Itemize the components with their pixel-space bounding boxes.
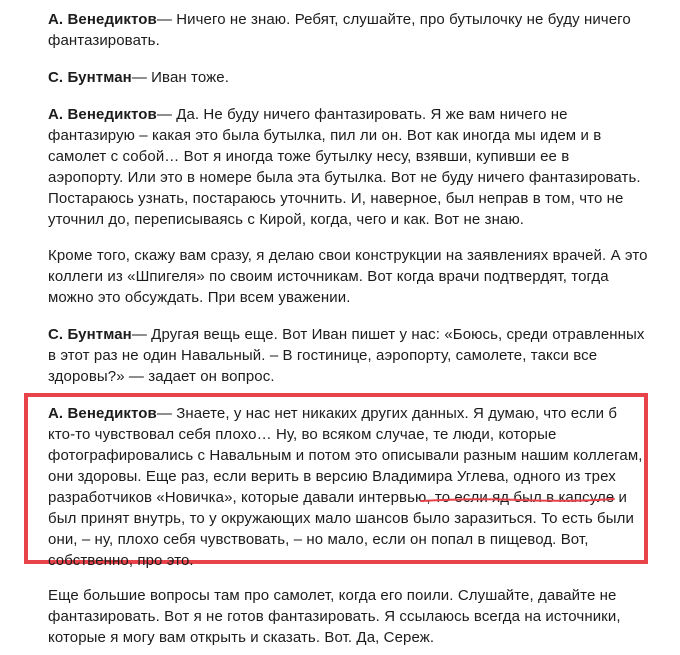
paragraph-text: — Знаете, у нас нет никаких других данных. Я думаю, что если б кто-то чувствовал себя плохо… Ну, во всяком случае, те люди, которые фотографировались с Навальным и потом это описывали разным нашим коллегам, они здоровы. Еще раз, если верить в версию Владимира Углева, одного из трех разработчиков «Новичка», которые давали интервью, то если яд был в капсуле и был принят внутрь, то у окружающих мало шансов было заразиться. То есть были они, – ну, плохо себя чувствовать, – но мало, если он попал в пищевод. Вот, собственно, про это. — [48, 405, 643, 569]
red-underline-mark — [420, 497, 615, 503]
paragraph-continuation-1 — [48, 245, 648, 308]
paragraph-venediktov-1 — [48, 9, 648, 51]
paragraph-text: — Другая вещь еще. Вот Иван пишет у нас: «Боюсь, среди отравленных в этот раз не один Навальный. – В гостинице, аэропорту, самолете, такси все здоровы?» — задает он вопрос. — [48, 326, 645, 385]
paragraph-text: — Ничего не знаю. Ребят, слушайте, про бутылочку не буду ничего фантазировать. — [48, 11, 631, 49]
paragraph-continuation-2 — [48, 585, 648, 648]
paragraph-text: — Иван тоже. — [131, 69, 229, 86]
speaker-name: А. Венедиктов — [48, 11, 157, 28]
speaker-name: А. Венедиктов — [48, 106, 157, 123]
speaker-name: С. Бунтман — [48, 326, 132, 343]
paragraph-buntman-2 — [48, 324, 648, 387]
paragraph-buntman-1 — [48, 67, 648, 88]
paragraph-venediktov-2 — [48, 104, 648, 230]
paragraph-text: — Да. Не буду ничего фантазировать. Я же вам ничего не фантазирую – какая это была бутылка, пил ли он. Вот как иногда мы идем и в самолет с собой… Вот я иногда тоже бутылку несу, взявши, купивши ее в аэропорту. Или это в номере была эта бутылка. Вот не буду ничего фантазировать. Постараюсь узнать, постараюсь уточнить. И, наверное, был неправ в том, что не уточнил до, переписываясь с Кирой, когда, чего и как. Вот не знаю. — [48, 106, 641, 228]
paragraph-text: Кроме того, скажу вам сразу, я делаю свои конструкции на заявлениях врачей. А это коллеги из «Шпигеля» по своим источникам. Вот когда врачи подтвердят, тогда можно это обсуждать. При всем уважении. — [48, 247, 648, 306]
paragraph-text: Еще большие вопросы там про самолет, когда его поили. Слушайте, давайте не фантазировать. Вот я не готов фантазировать. Я ссылаюсь всегда на источники, которые я могу вам открыть и сказать. Вот. Да, Сереж. — [48, 587, 621, 646]
speaker-name: А. Венедиктов — [48, 405, 157, 422]
paragraph-venediktov-highlighted — [48, 403, 648, 571]
speaker-name: С. Бунтман — [48, 69, 132, 86]
